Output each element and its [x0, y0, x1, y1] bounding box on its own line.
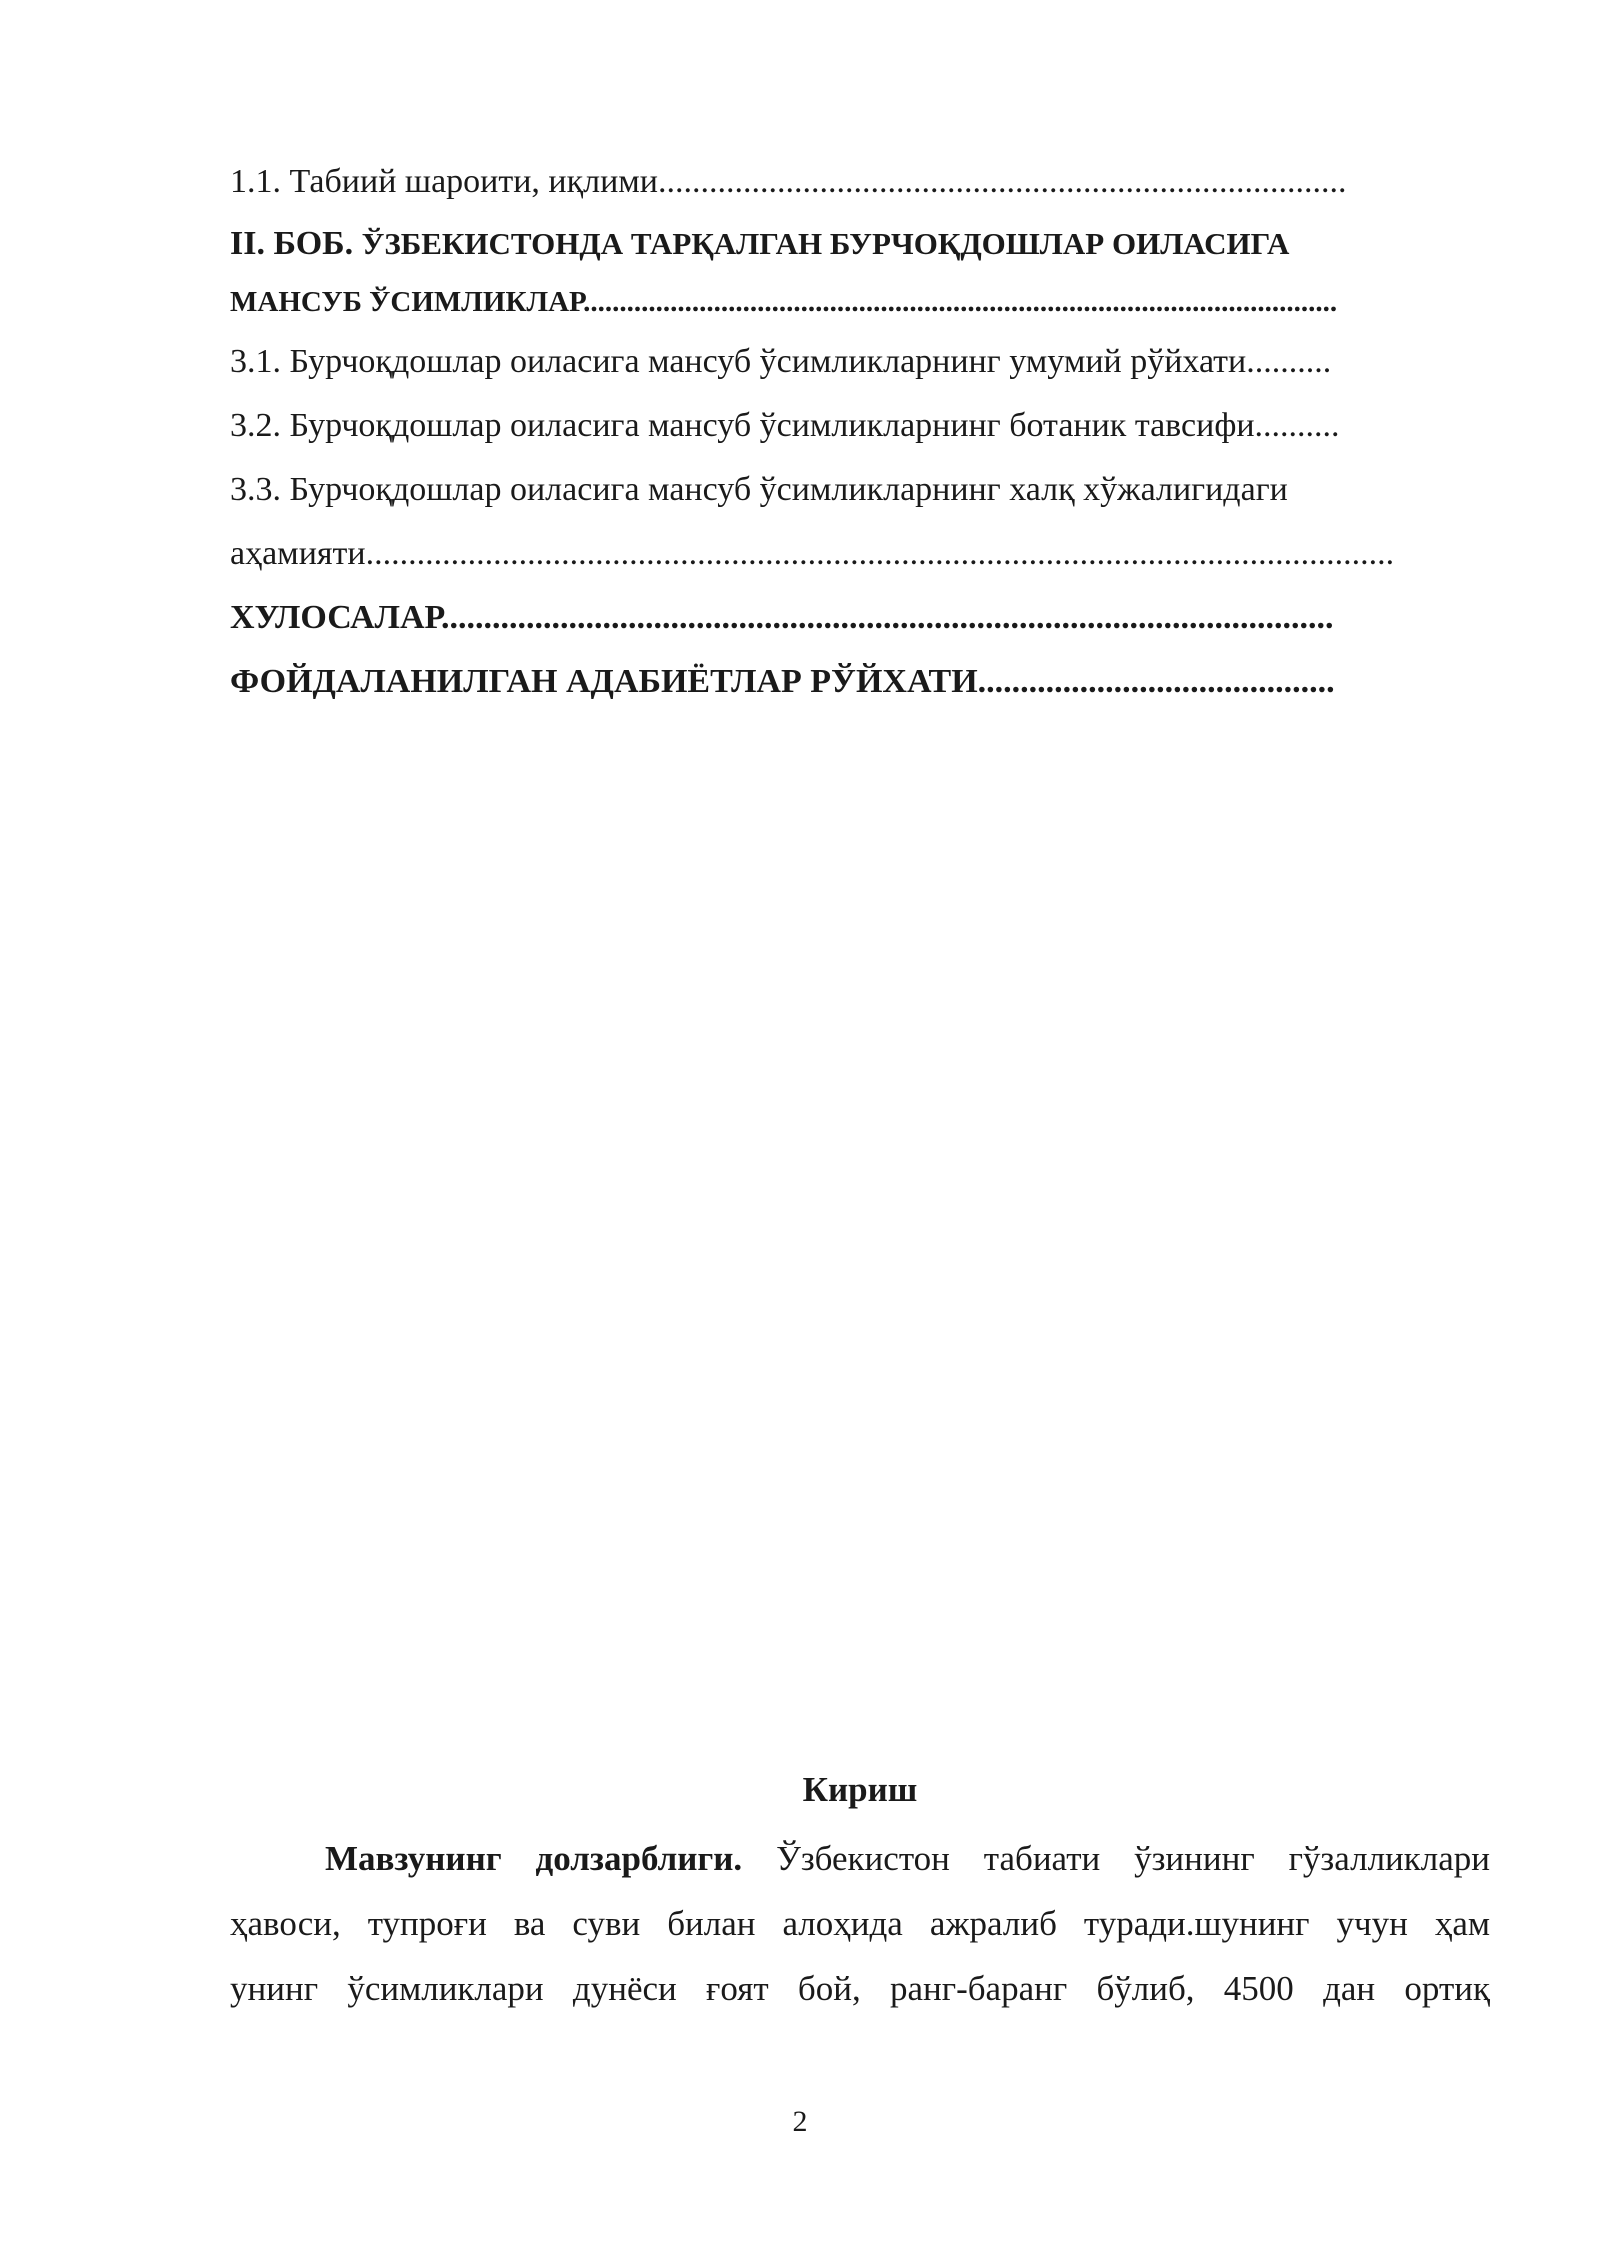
toc-item-1-1: 1.1. Табиий шароити, иқлими................................................................................. [230, 163, 1347, 200]
toc-item-3-3-continued: аҳамияти......................................................................................................................... [230, 535, 1395, 572]
toc-item-3-2-text: . Бурчоқдошлар оиласига мансуб ўсимликларнинг ботаник тавсифи.......... [272, 407, 1340, 444]
intro-line-2: ҳавоси, тупроғи ва суви билан алоҳида ажралиб туради.шунинг учун ҳам [230, 1904, 1490, 1943]
intro-heading: Кириш [802, 1770, 918, 1809]
intro-line-3: унинг ўсимликлари дунёси ғоят бой, ранг-баранг бўлиб, 4500 дан ортиқ [230, 1969, 1490, 2008]
toc-item-3-1-text: . Бурчоқдошлар оиласига мансуб ўсимликларнинг умумий рўйхати.......... [272, 343, 1332, 380]
toc-conclusions: ХУЛОСАЛАР......................................................................................................... [230, 599, 1334, 636]
table-of-contents [230, 150, 1490, 714]
intro-line-1-text: Ўзбекистон табиати ўзининг гўзалликлари [742, 1839, 1490, 1878]
toc-item-3-2 [230, 394, 1490, 458]
intro-line-1 [230, 1826, 1490, 1891]
toc-chapter-2-title [230, 214, 1490, 274]
toc-chapter-2-number: II. БОБ. [230, 225, 362, 262]
intro-paragraph [230, 1826, 1490, 2021]
toc-chapter-2-title-continued: МАНСУБ ЎСИМЛИКЛАР........................................................................................................ [230, 286, 1338, 318]
toc-item-3-1-number: 3.1 [230, 343, 273, 380]
toc-references: ФОЙДАЛАНИЛГАН АДАБИЁТЛАР РЎЙХАТИ.......................................... [230, 663, 1335, 700]
intro-lead-phrase: Мавзунинг долзарблиги. [325, 1839, 743, 1878]
toc-chapter-2-text: ЎЗБЕКИСТОНДА ТАРҚАЛГАН БУРЧОҚДОШЛАР ОИЛАСИГА [361, 226, 1290, 261]
toc-item-3-1 [230, 330, 1490, 394]
page-number: 2 [792, 2105, 808, 2138]
toc-item-3-3: 3.3. Бурчоқдошлар оиласига мансуб ўсимликларнинг халқ хўжалигидаги [230, 471, 1288, 508]
toc-item-3-2-number: 3.2 [230, 407, 273, 444]
